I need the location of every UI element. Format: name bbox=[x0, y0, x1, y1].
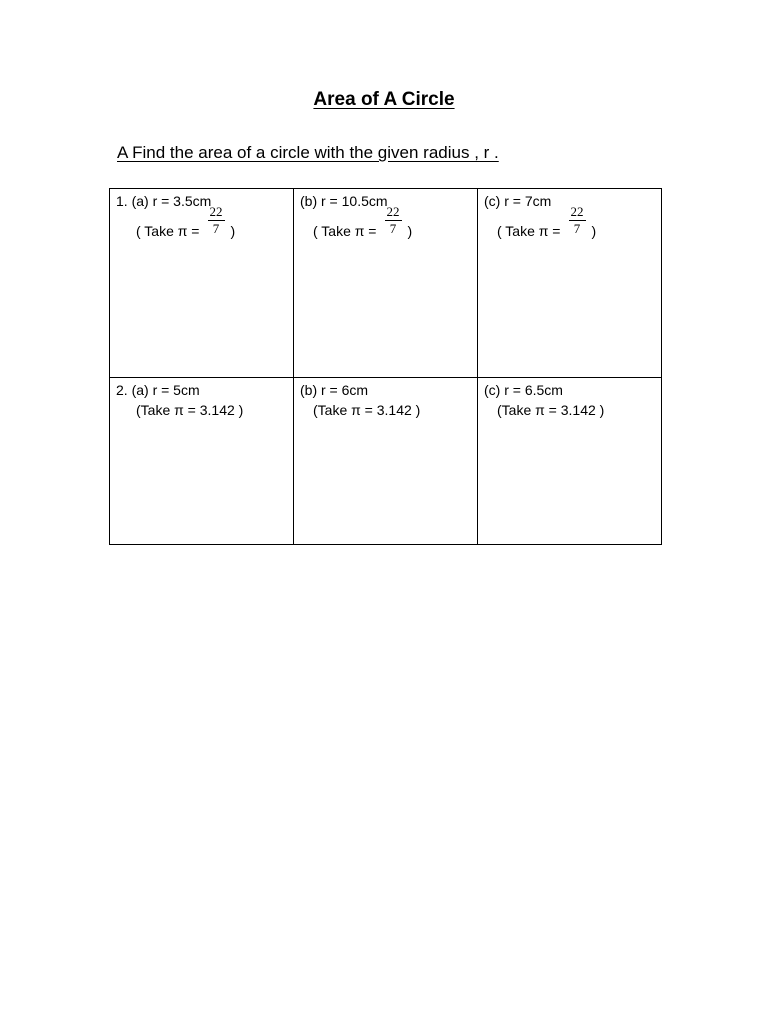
question-cell-2a bbox=[110, 378, 294, 545]
fraction-numerator: 22 bbox=[570, 204, 584, 219]
pi-hint-close: ) bbox=[591, 222, 597, 239]
table-row bbox=[110, 189, 662, 378]
pi-hint-open: ( Take π = bbox=[136, 222, 200, 239]
question-cell-2c bbox=[478, 378, 662, 545]
question-label: (b) r = 10.5cm bbox=[300, 193, 388, 209]
question-label: 1. (a) r = 3.5cm bbox=[116, 193, 212, 209]
question-cell-1b bbox=[294, 189, 478, 378]
page-title: Area of A Circle bbox=[313, 89, 455, 110]
pi-fraction bbox=[208, 205, 225, 236]
instruction-text: A Find the area of a circle with the given radius , r . bbox=[117, 143, 499, 162]
table-row bbox=[110, 378, 662, 545]
pi-fraction bbox=[385, 205, 402, 236]
question-label: 2. (a) r = 5cm bbox=[116, 382, 200, 398]
question-cell-2b bbox=[294, 378, 478, 545]
pi-hint: (Take π = 3.142 ) bbox=[497, 402, 605, 418]
pi-hint bbox=[136, 204, 287, 246]
question-cell-1a bbox=[110, 189, 294, 378]
question-cell-1c bbox=[478, 189, 662, 378]
fraction-denominator: 7 bbox=[573, 221, 581, 236]
question-label: (c) r = 7cm bbox=[484, 193, 552, 209]
pi-hint-open: ( Take π = bbox=[497, 222, 561, 239]
pi-hint bbox=[313, 204, 471, 246]
question-label: (c) r = 6.5cm bbox=[484, 382, 563, 398]
fraction-denominator: 7 bbox=[389, 221, 397, 236]
fraction-numerator: 22 bbox=[386, 204, 400, 219]
pi-hint-close: ) bbox=[230, 222, 236, 239]
fraction-numerator: 22 bbox=[209, 204, 223, 219]
question-label: (b) r = 6cm bbox=[300, 382, 369, 398]
question-table bbox=[109, 188, 662, 545]
pi-fraction bbox=[569, 205, 586, 236]
pi-hint-close: ) bbox=[407, 222, 413, 239]
pi-hint: (Take π = 3.142 ) bbox=[136, 402, 244, 418]
pi-hint bbox=[497, 204, 655, 246]
fraction-denominator: 7 bbox=[212, 221, 220, 236]
pi-hint-open: ( Take π = bbox=[313, 222, 377, 239]
pi-hint: (Take π = 3.142 ) bbox=[313, 402, 421, 418]
